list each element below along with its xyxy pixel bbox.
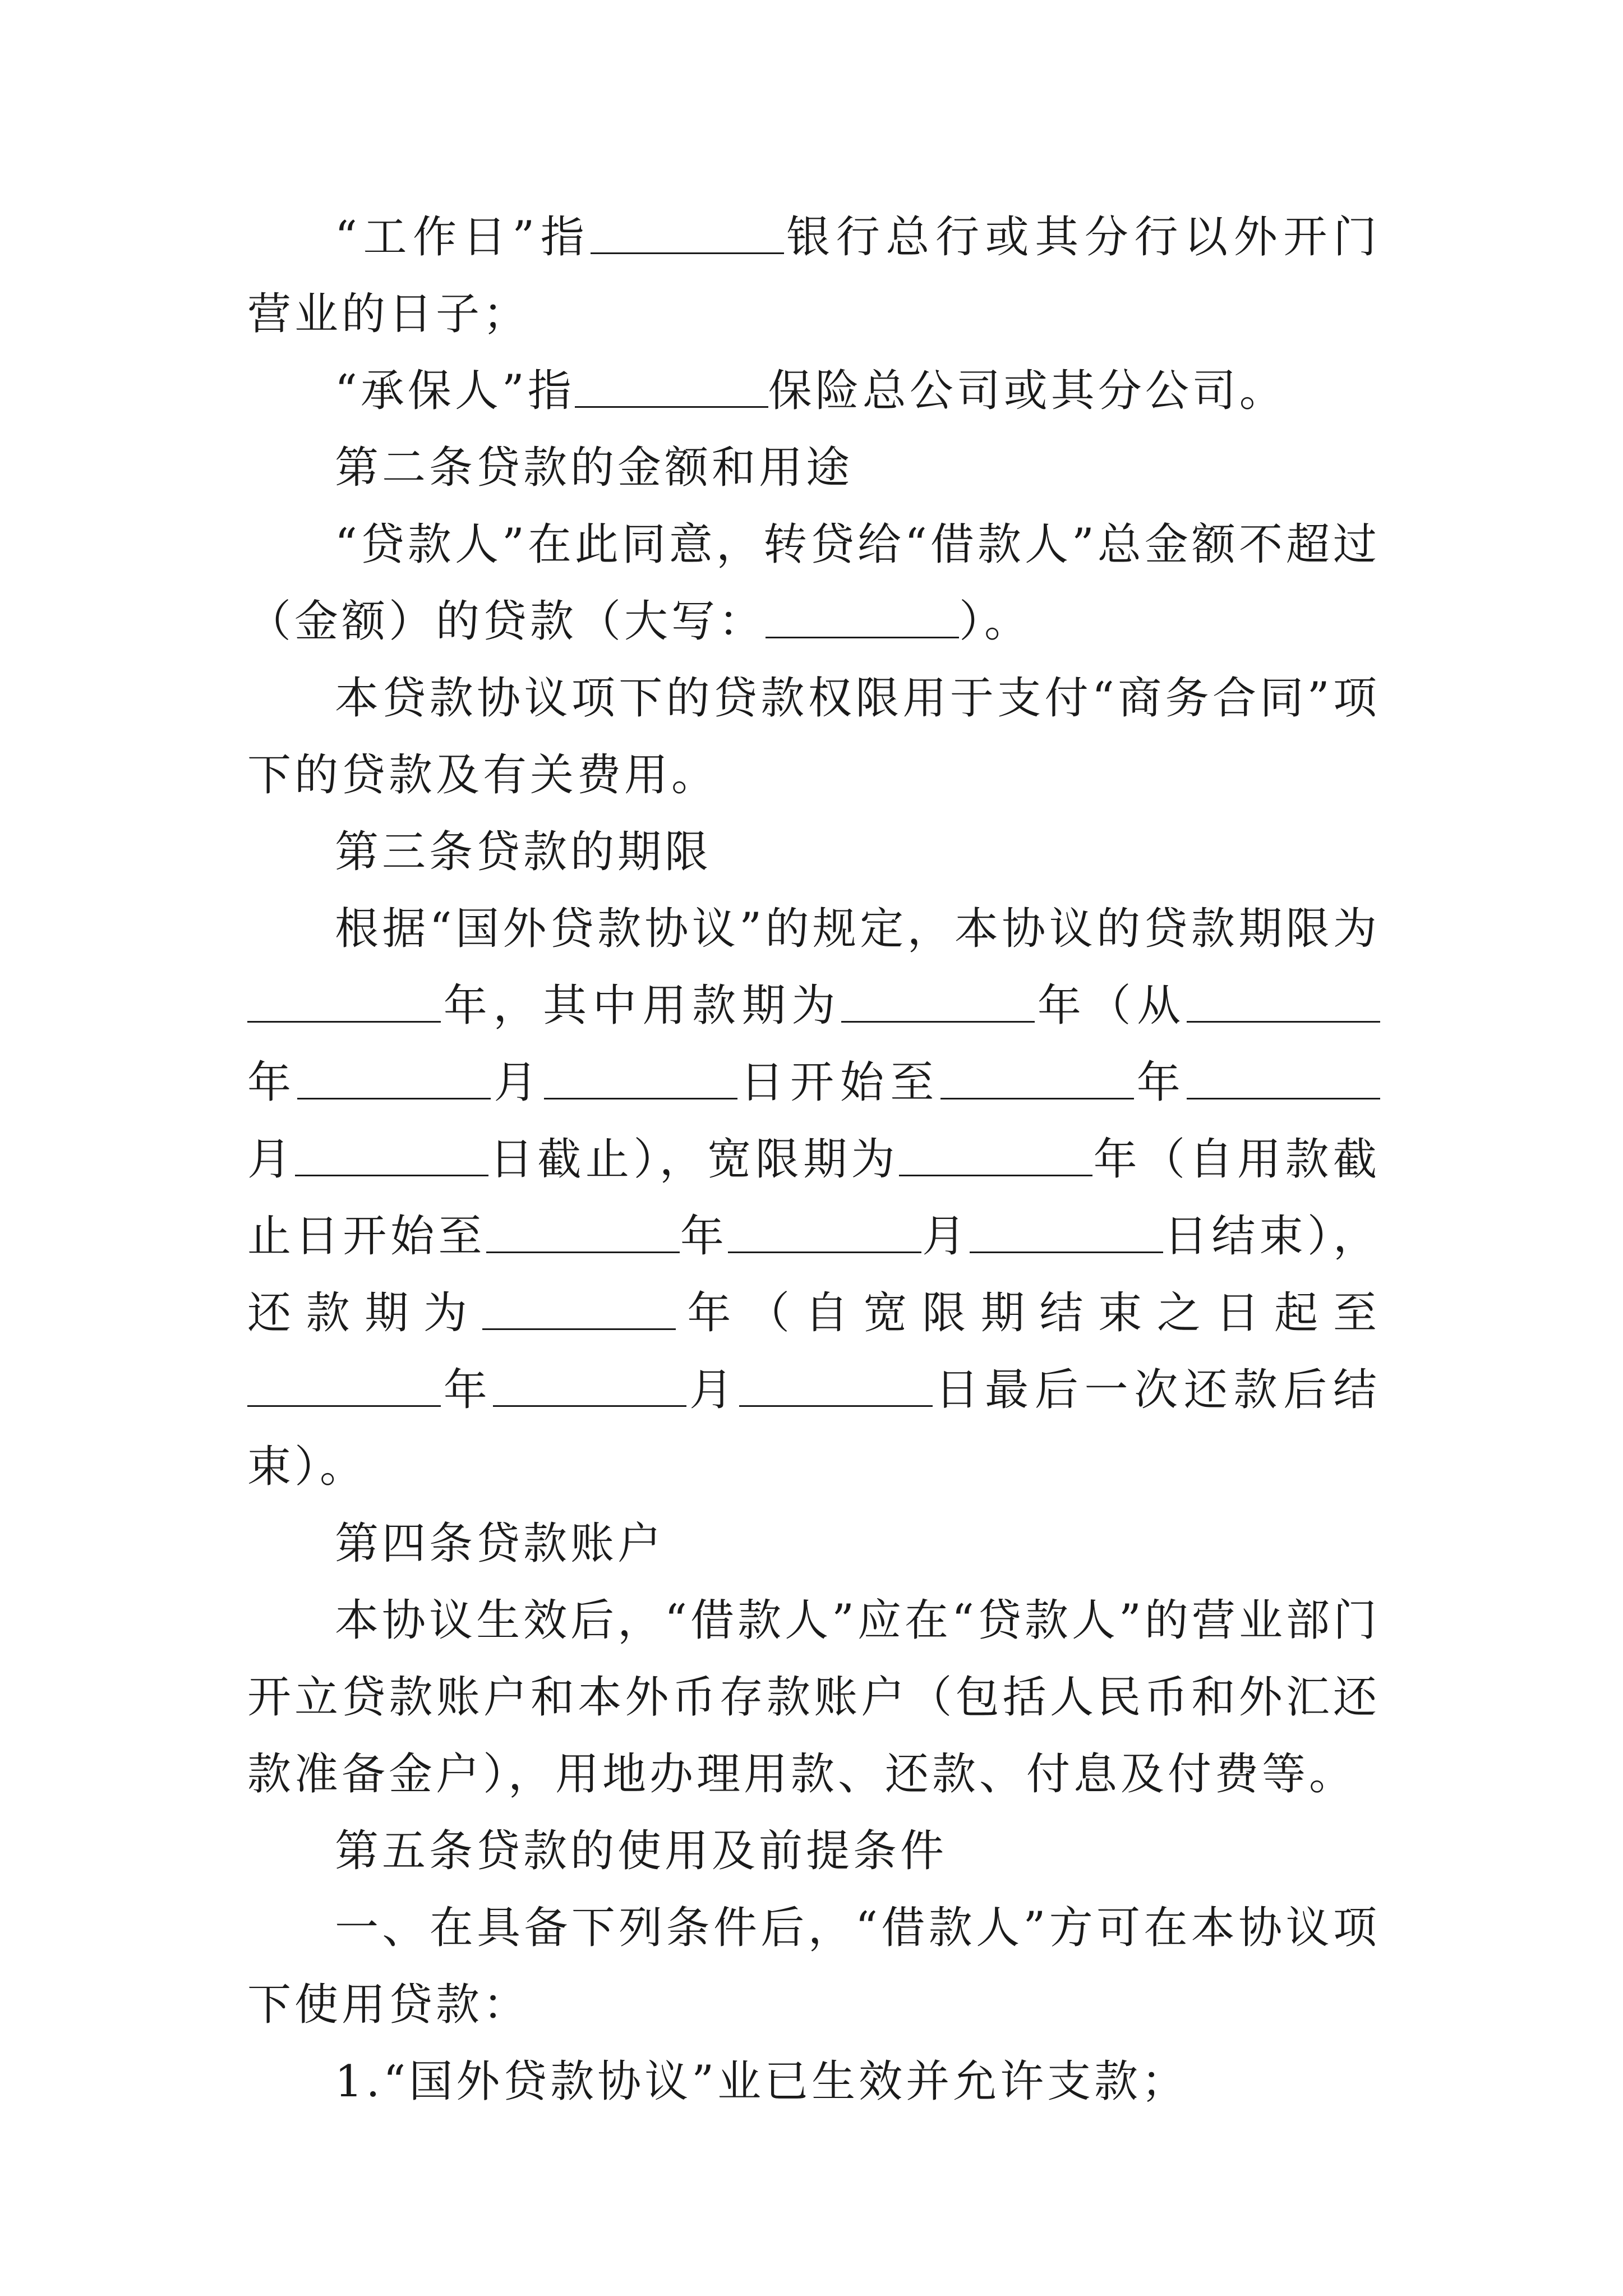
blank-fill-line — [295, 1135, 488, 1176]
blank-fill-line — [297, 1059, 491, 1099]
paragraph-loan-term: 根据“国外贷款协议”的规定，本协议的贷款期限为年，其中用款期为 年（从年 月 日开始至 年月 日截止），宽限期为 年（自用款截止日开始至 年 月 日结束），还款期为 年（自宽限期结束之日起至年 月 日最后一次还款后结束）。 — [247, 904, 1380, 1492]
paragraph-insurer: “承保人”指 保险总公司或其分公司。 — [335, 366, 1287, 416]
blank-fill-line — [766, 597, 959, 638]
paragraph-working-day: “工作日”指 银行总行或其分行以外开门营业的日子； — [247, 212, 1380, 339]
paragraph-loan-account: 本协议生效后，“借款人”应在“贷款人”的营业部门开立贷款账户和本外币存款账户（包括人民币和外汇还款准备金户），用地办理用款、还款、付息及付费等。 — [247, 1595, 1380, 1800]
blank-fill-line — [970, 1212, 1163, 1253]
blank-fill-line — [1187, 1059, 1380, 1099]
blank-fill-line — [591, 213, 784, 254]
heading-article-3: 第三条贷款的期限 — [335, 827, 712, 877]
paragraph-loan-purpose: 本贷款协议项下的贷款权限用于支付“商务合同”项下的贷款及有关费用。 — [247, 673, 1380, 800]
heading-article-2: 第二条贷款的金额和用途 — [335, 443, 854, 493]
paragraph-loan-amount: “贷款人”在此同意，转贷给“借款人”总金额不超过（金额）的贷款（大写： ）。 — [247, 519, 1380, 647]
blank-fill-line — [575, 367, 768, 408]
paragraph-condition-1: 1.“国外贷款协议”业已生效并允许支款； — [335, 2056, 1189, 2107]
blank-fill-line — [1187, 982, 1380, 1023]
blank-fill-line — [247, 982, 441, 1023]
blank-fill-line — [482, 1289, 676, 1330]
blank-fill-line — [739, 1366, 933, 1407]
blank-fill-line — [841, 982, 1035, 1023]
blank-fill-line — [544, 1059, 737, 1099]
blank-fill-line — [247, 1366, 441, 1407]
document-body — [247, 199, 1380, 2120]
heading-article-5: 第五条贷款的使用及前提条件 — [335, 1826, 948, 1876]
blank-fill-line — [899, 1135, 1092, 1176]
blank-fill-line — [493, 1366, 686, 1407]
blank-fill-line — [486, 1212, 680, 1253]
blank-fill-line — [728, 1212, 921, 1253]
heading-article-4: 第四条贷款账户 — [335, 1519, 665, 1569]
blank-fill-line — [940, 1059, 1134, 1099]
paragraph-conditions-intro: 一、在具备下列条件后，“借款人”方可在本协议项下使用贷款： — [247, 1903, 1380, 2030]
